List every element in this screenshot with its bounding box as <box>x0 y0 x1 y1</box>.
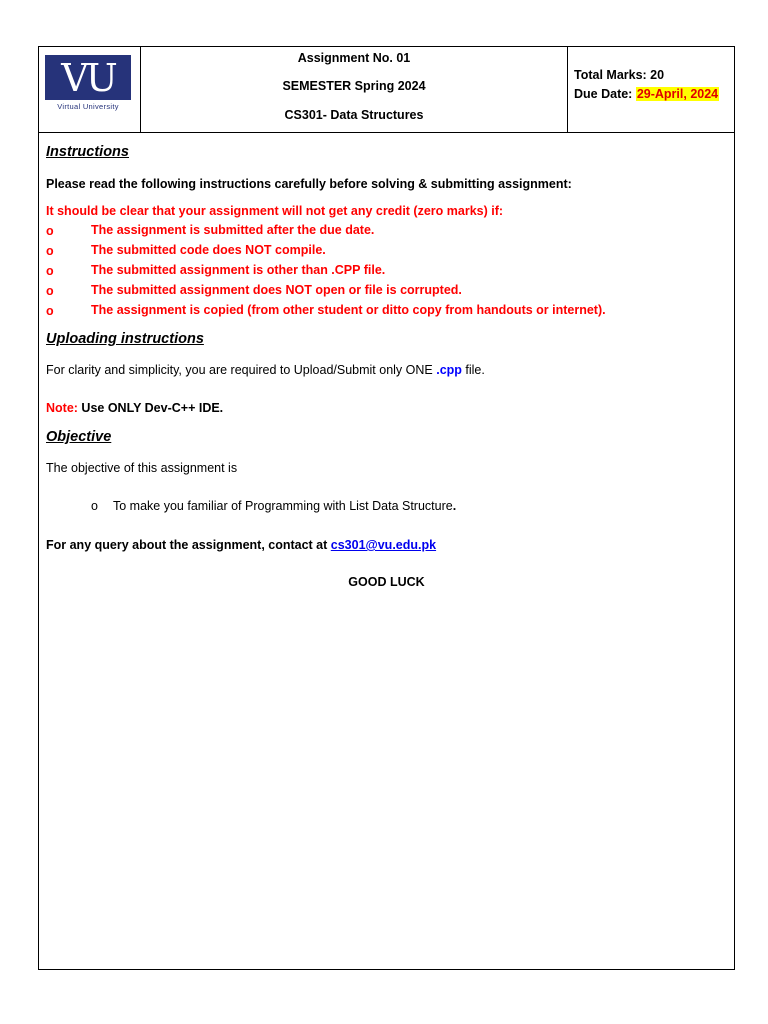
note-label: Note: <box>46 401 78 415</box>
bullet-icon: o <box>46 244 54 258</box>
instructions-heading: Instructions <box>46 144 129 160</box>
instruction-item: The assignment is submitted after the due date. <box>91 223 375 237</box>
title-cell <box>141 47 568 132</box>
vu-logo <box>45 55 131 100</box>
instruction-item: The assignment is copied (from other student or ditto copy from handouts or internet). <box>91 303 606 317</box>
bullet-icon: o <box>46 224 54 238</box>
bullet-icon: o <box>46 304 54 318</box>
total-marks: Total Marks: 20 <box>574 68 665 82</box>
course-title: CS301- Data Structures <box>284 108 424 122</box>
logo-text: VU <box>61 55 115 100</box>
semester: SEMESTER Spring 2024 <box>282 79 426 93</box>
bullet-icon: o <box>46 284 54 298</box>
bullet-icon: o <box>46 264 54 278</box>
good-luck: GOOD LUCK <box>348 575 425 589</box>
uploading-heading: Uploading instructions <box>46 331 204 347</box>
logo-caption: Virtual University <box>57 102 119 111</box>
uploading-text <box>46 363 485 377</box>
logo-cell <box>39 47 141 132</box>
ide-note <box>46 401 223 415</box>
due-date-label: Due Date: <box>574 87 636 101</box>
assignment-number: Assignment No. 01 <box>297 51 411 65</box>
contact-text: For any query about the assignment, contact at <box>46 538 331 552</box>
objective-item-period: . <box>452 499 457 513</box>
instruction-item: The submitted assignment is other than .CPP file. <box>91 263 386 277</box>
objective-item <box>113 499 456 513</box>
note-text: Use ONLY Dev-C++ IDE. <box>77 401 224 415</box>
bullet-icon: o <box>91 499 98 513</box>
objective-heading: Objective <box>46 429 112 445</box>
objective-intro: The objective of this assignment is <box>46 461 238 475</box>
instructions-intro: Please read the following instructions carefully before solving & submitting assignment: <box>46 177 572 191</box>
header-table <box>39 47 734 133</box>
assignment-page <box>38 46 735 970</box>
marks-cell <box>568 47 734 132</box>
objective-item-text: To make you familiar of Programming with List Data Structure <box>113 499 453 513</box>
due-date <box>574 87 719 101</box>
uploading-text-before: For clarity and simplicity, you are required to Upload/Submit only ONE <box>46 363 437 377</box>
instruction-item: The submitted code does NOT compile. <box>91 243 326 257</box>
instruction-item: The submitted assignment does NOT open or file is corrupted. <box>91 283 462 297</box>
contact-email-link[interactable]: cs301@vu.edu.pk <box>330 538 437 552</box>
cpp-extension: .cpp <box>436 363 462 377</box>
zero-marks-warning: It should be clear that your assignment will not get any credit (zero marks) if: <box>46 204 504 218</box>
contact-line <box>46 538 436 552</box>
due-date-value: 29-April, 2024 <box>636 87 719 101</box>
uploading-text-after: file. <box>461 363 485 377</box>
